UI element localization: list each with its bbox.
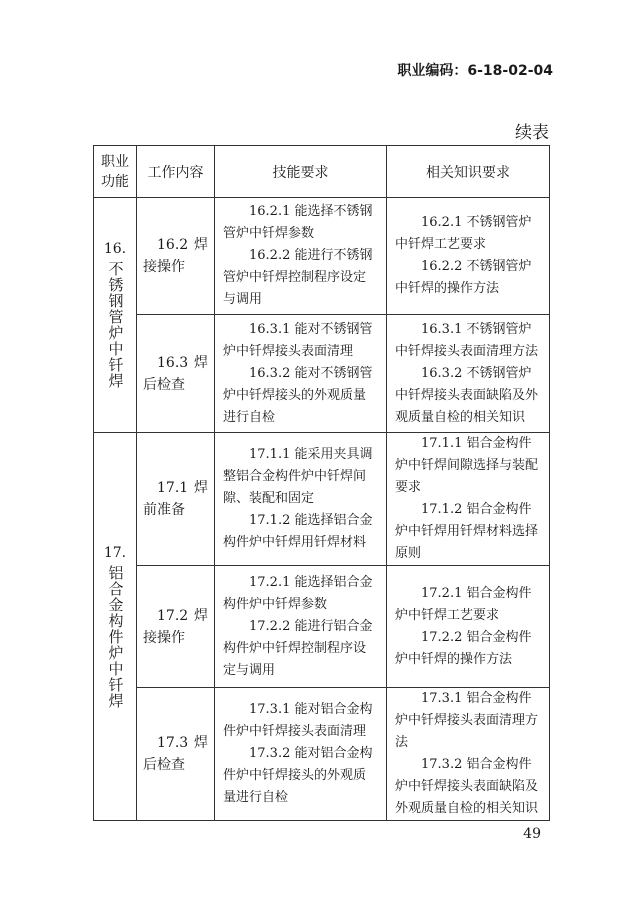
work-cell: [137, 566, 215, 688]
work-number: 17.3: [157, 735, 189, 751]
knowledge-item: 17.3.2 铝合金构件炉中钎焊接头表面缺陷及外观质量自检的相关知识: [395, 757, 539, 816]
work-label: 接操作: [143, 629, 185, 646]
table-row: [94, 315, 550, 433]
knowledge-item: 17.3.1 铝合金构件炉中钎焊接头表面清理方法: [395, 691, 539, 750]
col-function-header: 职业功能: [94, 146, 137, 198]
skill-item: 16.2.2 能进行不锈钢管炉中钎焊控制程序设定与调用: [223, 248, 373, 307]
knowledge-item: 17.2.2 铝合金构件炉中钎焊的操作方法: [395, 629, 532, 667]
work-char: 焊: [194, 237, 208, 253]
skill-item: 17.1.1 能采用夹具调整铝合金构件炉中钎焊间隙、装配和固定: [223, 447, 373, 506]
col-skill-header: 技能要求: [215, 146, 387, 198]
work-label: 后检查: [143, 757, 185, 773]
occupation-code: 职业编码：6-18-02-04: [397, 63, 553, 79]
function-name: 铝合金构件炉中钎焊: [106, 564, 125, 709]
function-cell: [94, 198, 137, 433]
work-cell: [137, 198, 215, 315]
work-char: 焊: [194, 354, 208, 371]
knowledge-item: 16.3.2 不锈钢管炉中钎焊接头表面缺陷及外观质量自检的相关知识: [395, 365, 539, 425]
skill-cell: [215, 688, 387, 821]
work-char: 焊: [194, 480, 208, 496]
knowledge-item: 17.1.2 铝合金构件炉中钎焊用钎焊材料选择原则: [395, 502, 539, 561]
table-row: [94, 688, 550, 821]
skill-item: 16.2.1 能选择不锈钢管炉中钎焊参数: [223, 204, 373, 241]
table-row: [94, 198, 550, 315]
knowledge-item: 17.2.1 铝合金构件炉中钎焊工艺要求: [395, 585, 532, 623]
work-number: 16.3: [157, 354, 189, 371]
skill-cell: [215, 433, 387, 566]
knowledge-cell: [387, 433, 550, 566]
skills-table: [93, 145, 550, 821]
skill-item: 16.3.1 能对不锈钢管炉中钎焊接头表面清理: [223, 321, 373, 359]
table-row: [94, 433, 550, 566]
skill-item: 16.3.2 能对不锈钢管炉中钎焊接头的外观质量进行自检: [223, 365, 373, 425]
skill-cell: [215, 566, 387, 688]
work-number: 17.1: [157, 480, 189, 496]
skill-item: 17.1.2 能选择铝合金构件炉中钎焊用钎焊材料: [223, 513, 373, 550]
function-number: 17.: [103, 544, 127, 561]
table-header-row: [94, 146, 550, 198]
knowledge-item: 16.3.1 不锈钢管炉中钎焊接头表面清理方法: [395, 321, 539, 359]
knowledge-item: 17.1.1 铝合金构件炉中钎焊间隙选择与装配要求: [395, 436, 539, 495]
knowledge-cell: [387, 688, 550, 821]
col-work-header: 工作内容: [137, 146, 215, 198]
work-char: 焊: [194, 607, 208, 624]
knowledge-cell: [387, 198, 550, 315]
knowledge-cell: [387, 315, 550, 433]
work-cell: [137, 433, 215, 566]
function-cell: [94, 433, 137, 821]
work-label: 接操作: [143, 259, 185, 275]
skill-cell: [215, 315, 387, 433]
skill-item: 17.3.1 能对铝合金构件炉中钎焊接头表面清理: [223, 702, 373, 739]
knowledge-cell: [387, 566, 550, 688]
work-char: 焊: [194, 735, 208, 751]
knowledge-item: 16.2.1 不锈钢管炉中钎焊工艺要求: [395, 215, 532, 252]
skill-item: 17.2.1 能选择铝合金构件炉中钎焊参数: [223, 574, 373, 612]
function-number: 16.: [103, 241, 127, 257]
skill-item: 17.3.2 能对铝合金构件炉中钎焊接头的外观质量进行自检: [223, 746, 373, 805]
work-cell: [137, 315, 215, 433]
work-label: 后检查: [143, 376, 185, 393]
work-number: 17.2: [157, 607, 189, 624]
table-row: [94, 566, 550, 688]
skill-cell: [215, 198, 387, 315]
page-number: 49: [523, 826, 541, 842]
skill-item: 17.2.2 能进行铝合金构件炉中钎焊控制程序设定与调用: [223, 618, 373, 678]
col-knowledge-header: 相关知识要求: [387, 146, 550, 198]
work-number: 16.2: [157, 237, 189, 253]
knowledge-item: 16.2.2 不锈钢管炉中钎焊的操作方法: [395, 259, 532, 296]
function-name: 不锈钢管炉中钎焊: [106, 261, 125, 389]
continued-label: 续表: [515, 123, 549, 143]
work-label: 前准备: [143, 502, 185, 518]
work-cell: [137, 688, 215, 821]
